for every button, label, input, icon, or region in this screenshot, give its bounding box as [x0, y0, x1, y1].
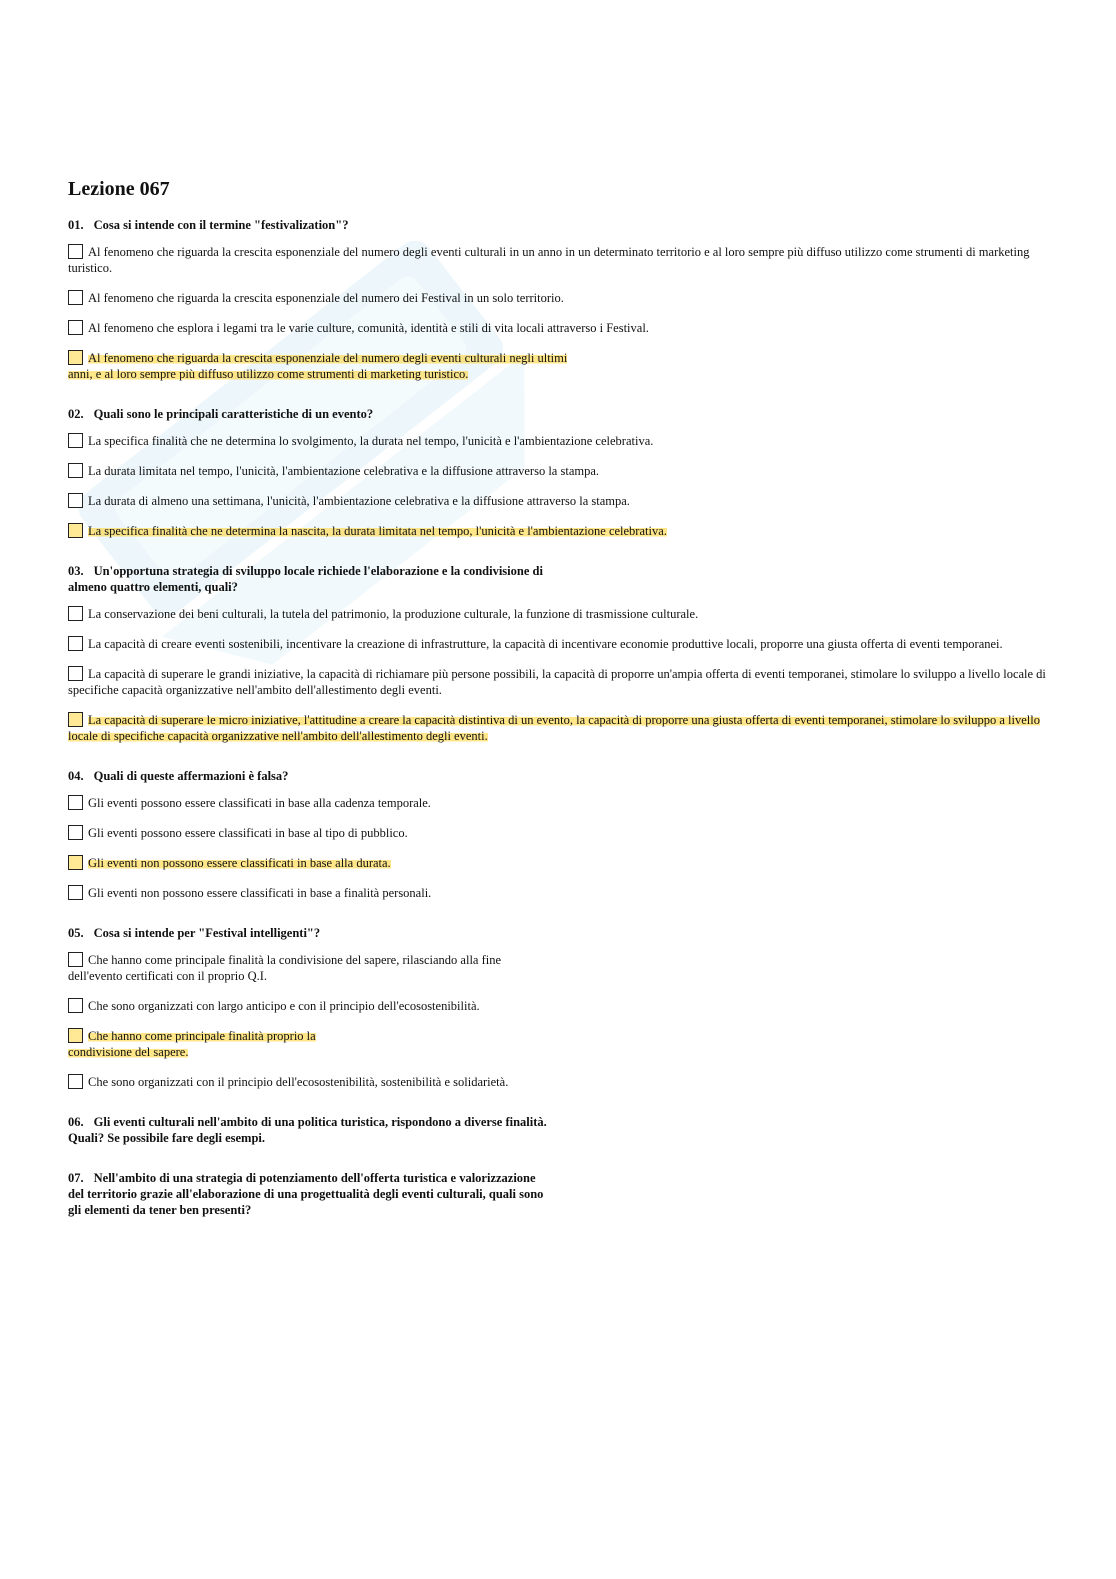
question-number: 02. — [68, 407, 84, 421]
question-04 — [68, 768, 1048, 901]
question-text — [68, 1170, 548, 1218]
answer-option[interactable] — [68, 606, 1048, 622]
question-text — [68, 563, 548, 595]
answer-option[interactable] — [68, 795, 1048, 811]
question-text — [68, 1114, 548, 1146]
answer-option[interactable] — [68, 636, 1048, 652]
question-02 — [68, 406, 1048, 539]
answer-text: Al fenomeno che riguarda la crescita esponenziale del numero degli eventi culturali negli ultimi anni, e al loro sempre più diffuso utilizzo come strumenti di marketing turistico. — [68, 351, 568, 381]
answer-option[interactable] — [68, 666, 1048, 698]
question-text — [68, 406, 548, 422]
checkbox[interactable] — [68, 244, 83, 259]
answer-option-correct[interactable] — [68, 523, 1048, 539]
checkbox[interactable] — [68, 290, 83, 305]
question-number: 04. — [68, 769, 84, 783]
question-number: 05. — [68, 926, 84, 940]
answer-text: La durata limitata nel tempo, l'unicità, l'ambientazione celebrativa e la diffusione attraverso la stampa. — [88, 464, 600, 478]
checkbox[interactable] — [68, 952, 83, 967]
answer-option[interactable] — [68, 244, 1048, 276]
answer-option-correct[interactable] — [68, 1028, 338, 1060]
answer-text: La specifica finalità che ne determina la nascita, la durata limitata nel tempo, l'unicità e l'ambientazione celebrativa. — [88, 524, 667, 538]
answer-text: Che sono organizzati con il principio dell'ecosostenibilità, sostenibilità e solidarietà. — [88, 1075, 509, 1089]
checkbox[interactable] — [68, 493, 83, 508]
answer-text: Gli eventi possono essere classificati in base al tipo di pubblico. — [88, 826, 408, 840]
checkbox[interactable] — [68, 523, 83, 538]
question-text — [68, 925, 548, 941]
checkbox[interactable] — [68, 1074, 83, 1089]
answer-text: La capacità di superare le grandi iniziative, la capacità di richiamare più persone possibili, la capacità di proporre un'ampia offerta di eventi temporanei, stimolare lo sviluppo a livello locale di specifiche capacità organizzative nell'ambito dell'allestimento degli eventi. — [68, 667, 1046, 697]
question-07 — [68, 1170, 1048, 1218]
answer-text: Che hanno come principale finalità proprio la condivisione del sapere. — [68, 1029, 316, 1059]
checkbox[interactable] — [68, 825, 83, 840]
question-label: Gli eventi culturali nell'ambito di una politica turistica, rispondono a diverse finalità. Quali? Se possibile fare degli esempi. — [68, 1115, 547, 1145]
answer-text: Al fenomeno che riguarda la crescita esponenziale del numero dei Festival in un solo territorio. — [88, 291, 564, 305]
answer-text: La specifica finalità che ne determina lo svolgimento, la durata nel tempo, l'unicità e l'ambientazione celebrativa. — [88, 434, 654, 448]
answer-option-correct[interactable] — [68, 350, 568, 382]
answer-text: La conservazione dei beni culturali, la tutela del patrimonio, la produzione culturale, la funzione di trasmissione culturale. — [88, 607, 699, 621]
question-text — [68, 768, 548, 784]
question-label: Un'opportuna strategia di sviluppo locale richiede l'elaborazione e la condivisione di almeno quattro elementi, quali? — [68, 564, 543, 594]
answer-option[interactable] — [68, 290, 1048, 306]
answer-option[interactable] — [68, 493, 1048, 509]
answer-text: Gli eventi non possono essere classificati in base alla durata. — [88, 856, 391, 870]
answer-option[interactable] — [68, 825, 1048, 841]
lesson-title: Lezione 067 — [68, 178, 170, 200]
checkbox[interactable] — [68, 463, 83, 478]
question-05 — [68, 925, 1048, 1090]
answer-text: Che sono organizzati con largo anticipo e con il principio dell'ecosostenibilità. — [88, 999, 480, 1013]
question-label: Cosa si intende per "Festival intelligenti"? — [93, 926, 321, 940]
answer-option[interactable] — [68, 952, 548, 984]
checkbox[interactable] — [68, 885, 83, 900]
checkbox[interactable] — [68, 712, 83, 727]
answer-option[interactable] — [68, 320, 1048, 336]
checkbox[interactable] — [68, 350, 83, 365]
checkbox[interactable] — [68, 795, 83, 810]
checkbox[interactable] — [68, 1028, 83, 1043]
checkbox[interactable] — [68, 606, 83, 621]
question-label: Quali di queste affermazioni è falsa? — [93, 769, 289, 783]
answer-option[interactable] — [68, 885, 1048, 901]
answer-option[interactable] — [68, 433, 1048, 449]
answer-text: Che hanno come principale finalità la condivisione del sapere, rilasciando alla fine dell'evento certificati con il proprio Q.I. — [68, 953, 502, 983]
answer-option[interactable] — [68, 463, 1048, 479]
question-label: Nell'ambito di una strategia di potenziamento dell'offerta turistica e valorizzazione del territorio grazie all'elaborazione di una progettualità degli eventi culturali, quali sono gli elementi da tener ben presenti? — [68, 1171, 544, 1217]
question-06 — [68, 1114, 1048, 1146]
question-number: 01. — [68, 218, 84, 232]
question-text — [68, 217, 548, 233]
question-number: 07. — [68, 1171, 84, 1185]
question-01 — [68, 217, 1048, 382]
checkbox[interactable] — [68, 666, 83, 681]
question-03 — [68, 563, 1048, 744]
answer-text: Gli eventi possono essere classificati in base alla cadenza temporale. — [88, 796, 431, 810]
checkbox[interactable] — [68, 998, 83, 1013]
answer-option[interactable] — [68, 998, 1048, 1014]
question-number: 06. — [68, 1115, 84, 1129]
checkbox[interactable] — [68, 320, 83, 335]
answer-option-correct[interactable] — [68, 855, 1048, 871]
question-number: 03. — [68, 564, 84, 578]
answer-option-correct[interactable] — [68, 712, 1048, 744]
checkbox[interactable] — [68, 636, 83, 651]
answer-text: Al fenomeno che riguarda la crescita esponenziale del numero degli eventi culturali in un anno in un determinato territorio e al loro sempre più diffuso utilizzo come strumenti di marketing turistico. — [68, 245, 1030, 275]
answer-text: Gli eventi non possono essere classificati in base a finalità personali. — [88, 886, 432, 900]
question-label: Cosa si intende con il termine "festivalization"? — [93, 218, 349, 232]
checkbox[interactable] — [68, 433, 83, 448]
answer-text: La capacità di superare le micro iniziative, l'attitudine a creare la capacità distintiva di un evento, la capacità di proporre una giusta offerta di eventi temporanei, stimolare lo sviluppo a livello locale di specifiche capacità organizzative nell'ambito dell'allestimento degli eventi. — [68, 713, 1040, 743]
question-label: Quali sono le principali caratteristiche di un evento? — [93, 407, 374, 421]
answer-option[interactable] — [68, 1074, 1048, 1090]
checkbox[interactable] — [68, 855, 83, 870]
answer-text: Al fenomeno che esplora i legami tra le varie culture, comunità, identità e stili di vita locali attraverso i Festival. — [88, 321, 649, 335]
document-body — [68, 178, 1048, 1242]
answer-text: La durata di almeno una settimana, l'unicità, l'ambientazione celebrativa e la diffusione attraverso la stampa. — [88, 494, 630, 508]
answer-text: La capacità di creare eventi sostenibili, incentivare la creazione di infrastrutture, la capacità di incentivare economie produttive locali, proporre una giusta offerta di eventi temporanei. — [88, 637, 1003, 651]
